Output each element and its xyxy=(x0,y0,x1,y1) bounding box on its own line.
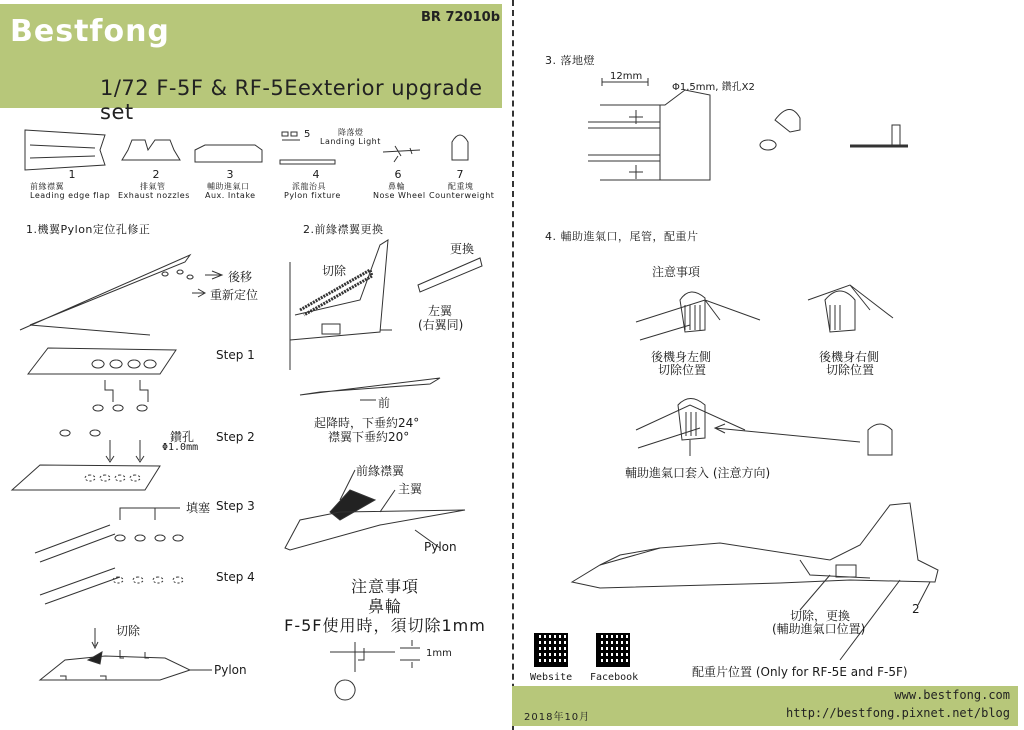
section1-title: 1.機翼Pylon定位孔修正 xyxy=(26,223,151,236)
step3-label: Step 3 xyxy=(216,499,255,513)
cut-replace-label-2: (輔助進氣口位置) xyxy=(772,622,866,636)
footer-banner xyxy=(512,686,1018,726)
droop-note-2: 襟翼下垂約20° xyxy=(328,430,410,444)
right-cut-label-2: 切除位置 xyxy=(826,363,875,377)
section4-title: 4. 輔助進氣口，尾管，配重片 xyxy=(545,230,699,243)
part-2-en: Exhaust nozzles xyxy=(118,191,190,200)
weight-position-label: 配重片位置 (Only for RF-5E and F-5F) xyxy=(692,665,908,679)
part-6-en: Nose Wheel xyxy=(373,191,426,200)
blog-link[interactable]: http://bestfong.pixnet.net/blog xyxy=(786,706,1010,720)
insert-label: 輔助進氣口套入 (注意方向) xyxy=(625,466,771,480)
part-6-number: 6 xyxy=(394,168,402,181)
droop-note-1: 起降時，下垂約24° xyxy=(314,416,420,430)
part-7-number: 7 xyxy=(456,168,464,181)
part-7-en: Counterweight xyxy=(429,191,495,200)
part-1-number: 1 xyxy=(68,168,76,181)
left-cut-label-2: 切除位置 xyxy=(658,363,707,377)
section2-title: 2.前緣襟翼更換 xyxy=(303,223,384,236)
part-5-zh: 降落燈 xyxy=(338,128,364,137)
pylon-label-s2: Pylon xyxy=(424,540,457,554)
part-5-number: 5 xyxy=(304,129,311,140)
leading-flap-label: 前緣襟翼 xyxy=(356,464,405,478)
part-4-en: Pylon fixture xyxy=(284,191,341,200)
left-cut-label-1: 後機身左側 xyxy=(651,350,712,364)
drill-label: 鑽孔 xyxy=(170,430,195,444)
right-wing-same-label: (右翼同) xyxy=(418,318,464,332)
part-5-en: Landing Light xyxy=(320,137,381,146)
dim-12mm-label: 12mm xyxy=(610,71,643,82)
pylon-label-s1: Pylon xyxy=(214,663,247,677)
website-link[interactable]: www.bestfong.com xyxy=(894,688,1010,702)
facebook-qr-label: Facebook xyxy=(590,672,639,683)
step1-label: Step 1 xyxy=(216,348,255,362)
section3-title: 3. 落地燈 xyxy=(545,54,595,67)
facebook-qr-code[interactable] xyxy=(596,633,630,667)
drill-size-label: Φ1.0mm xyxy=(162,442,199,453)
part-2-zh: 排氣管 xyxy=(140,182,166,191)
main-wing-label: 主翼 xyxy=(398,482,423,496)
brand-logo: Bestfong xyxy=(10,14,170,49)
part2-callout: 2 xyxy=(912,602,920,616)
part-6-zh: 鼻輪 xyxy=(388,182,405,191)
page-title: 1/72 F-5F & RF-5Eexterior upgrade set xyxy=(100,76,483,124)
part-3-number: 3 xyxy=(226,168,234,181)
cut-replace-label-1: 切除，更換 xyxy=(790,609,851,623)
drill-note-label: Φ1.5mm, 鑽孔X2 xyxy=(672,82,755,93)
cut-label-s2: 切除 xyxy=(322,264,347,278)
section4-notice: 注意事項 xyxy=(652,265,701,279)
cut-label-s1: 切除 xyxy=(116,624,141,638)
move-back-label: 後移 xyxy=(228,270,253,284)
step4-label: Step 4 xyxy=(216,570,255,584)
step2-label: Step 2 xyxy=(216,430,255,444)
website-qr-code[interactable] xyxy=(534,633,568,667)
replace-label: 更換 xyxy=(450,242,475,256)
part-7-zh: 配重塊 xyxy=(448,182,474,191)
reposition-label: 重新定位 xyxy=(210,288,259,302)
part-1-en: Leading edge flap xyxy=(30,191,111,200)
notice-cut-1mm: F-5F使用時，須切除1mm xyxy=(284,616,486,635)
part-1-zh: 前緣襟翼 xyxy=(30,182,64,191)
notice-nose-wheel: 鼻輪 xyxy=(367,597,402,616)
dim-1mm-label: 1mm xyxy=(426,648,452,659)
fill-label: 填塞 xyxy=(186,501,211,515)
part-2-number: 2 xyxy=(152,168,160,181)
part-3-zh: 輔助進氣口 xyxy=(207,182,250,191)
part-4-zh: 派龍治具 xyxy=(292,182,326,191)
front-label: 前 xyxy=(378,396,391,410)
part-4-number: 4 xyxy=(312,168,320,181)
left-wing-label: 左翼 xyxy=(428,304,453,318)
product-code: BR 72010b xyxy=(421,10,500,25)
part-3-en: Aux. Intake xyxy=(205,191,256,200)
print-date: 2018年10月 xyxy=(524,712,591,723)
right-cut-label-1: 後機身右側 xyxy=(819,350,880,364)
website-qr-label: Website xyxy=(530,672,573,683)
notice-title: 注意事項 xyxy=(350,577,419,596)
